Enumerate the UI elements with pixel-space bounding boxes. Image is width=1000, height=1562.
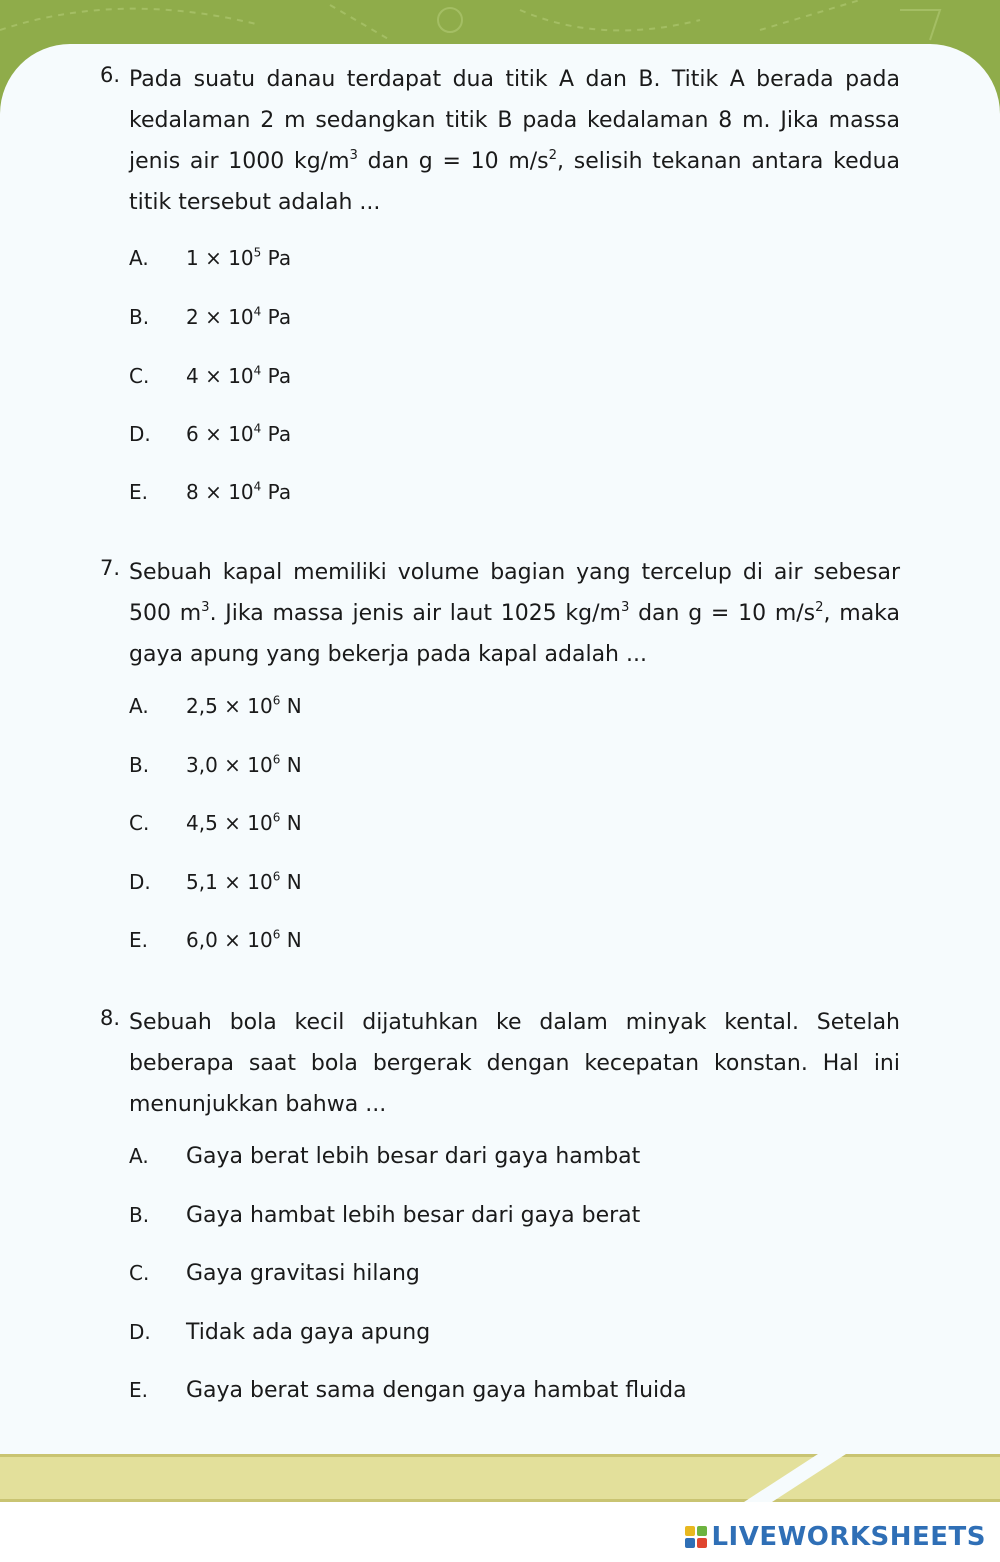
option-value: Gaya berat lebih besar dari gaya hambat	[186, 1144, 641, 1169]
option-value: $4,5 \times 10^6$ N	[186, 810, 302, 835]
option-8e[interactable]	[0, 1378, 1000, 1408]
option-6c[interactable]	[0, 364, 1000, 394]
option-value: $2,5 \times 10^6$ N	[186, 693, 302, 718]
option-6b[interactable]	[0, 305, 1000, 335]
option-7c[interactable]	[0, 811, 1000, 841]
option-value: $8 \times 10^4$ Pa	[186, 479, 292, 504]
question-number: 8.	[100, 1006, 121, 1030]
option-letter: B.	[129, 753, 150, 777]
option-letter: B.	[129, 1203, 150, 1227]
option-letter: E.	[129, 928, 148, 952]
liveworksheets-brand[interactable]	[685, 1522, 986, 1552]
option-letter: D.	[129, 1320, 151, 1344]
option-value: Gaya berat sama dengan gaya hambat fluida	[186, 1378, 687, 1403]
question-number: 7.	[100, 556, 121, 580]
option-letter: D.	[129, 422, 151, 446]
option-letter: C.	[129, 1261, 150, 1285]
option-value: $5,1 \times 10^6$ N	[186, 869, 302, 894]
option-8a[interactable]	[0, 1144, 1000, 1174]
option-letter: A.	[129, 246, 149, 270]
option-8c[interactable]	[0, 1261, 1000, 1291]
question-text: Sebuah kapal memiliki volume bagian yang tercelup di air sebesar 500 $m^3$. Jika massa jenis air laut 1025 $kg/m^3$ dan g = 10 $m/s^2$, maka gaya apung yang bekerja pada kapal adalah ...	[129, 560, 901, 667]
option-7a[interactable]	[0, 694, 1000, 724]
question-number: 6.	[100, 63, 121, 87]
question-text: Pada suatu danau terdapat dua titik A dan B. Titik A berada pada kedalaman 2 m sedangkan titik B pada kedalaman 8 m. Jika massa jenis air 1000 $kg/m^3$ dan g = 10 $m/s^2$, selisih tekanan antara kedua titik tersebut adalah ...	[129, 67, 900, 215]
option-value: Gaya hambat lebih besar dari gaya berat	[186, 1203, 641, 1228]
option-value: $2 \times 10^4$ Pa	[186, 304, 292, 329]
brand-name: LIVEWORKSHEETS	[711, 1522, 986, 1552]
option-value: Tidak ada gaya apung	[186, 1320, 431, 1345]
option-7b[interactable]	[0, 753, 1000, 783]
option-letter: A.	[129, 1144, 149, 1168]
option-letter: C.	[129, 364, 150, 388]
option-letter: D.	[129, 870, 151, 894]
option-8d[interactable]	[0, 1320, 1000, 1350]
option-letter: B.	[129, 305, 150, 329]
option-value: $1 \times 10^5$ Pa	[186, 245, 292, 270]
liveworksheets-logo-icon	[685, 1526, 707, 1548]
option-6a[interactable]	[0, 246, 1000, 276]
option-value: Gaya gravitasi hilang	[186, 1261, 420, 1286]
question-text: Sebuah bola kecil dijatuhkan ke dalam minyak kental. Setelah beberapa saat bola bergerak dengan kecepatan konstan. Hal ini menunjukkan bahwa ...	[129, 1010, 900, 1117]
option-value: $3,0 \times 10^6$ N	[186, 752, 302, 777]
option-letter: E.	[129, 480, 148, 504]
option-value: $4 \times 10^4$ Pa	[186, 363, 292, 388]
option-value: $6 \times 10^4$ Pa	[186, 421, 292, 446]
option-6d[interactable]	[0, 422, 1000, 452]
option-7d[interactable]	[0, 870, 1000, 900]
option-letter: E.	[129, 1378, 148, 1402]
option-6e[interactable]	[0, 480, 1000, 510]
option-letter: A.	[129, 694, 149, 718]
option-7e[interactable]	[0, 928, 1000, 958]
option-letter: C.	[129, 811, 150, 835]
option-8b[interactable]	[0, 1203, 1000, 1233]
band-diagonal-stripe	[0, 1454, 1000, 1502]
option-value: $6,0 \times 10^6$ N	[186, 927, 302, 952]
